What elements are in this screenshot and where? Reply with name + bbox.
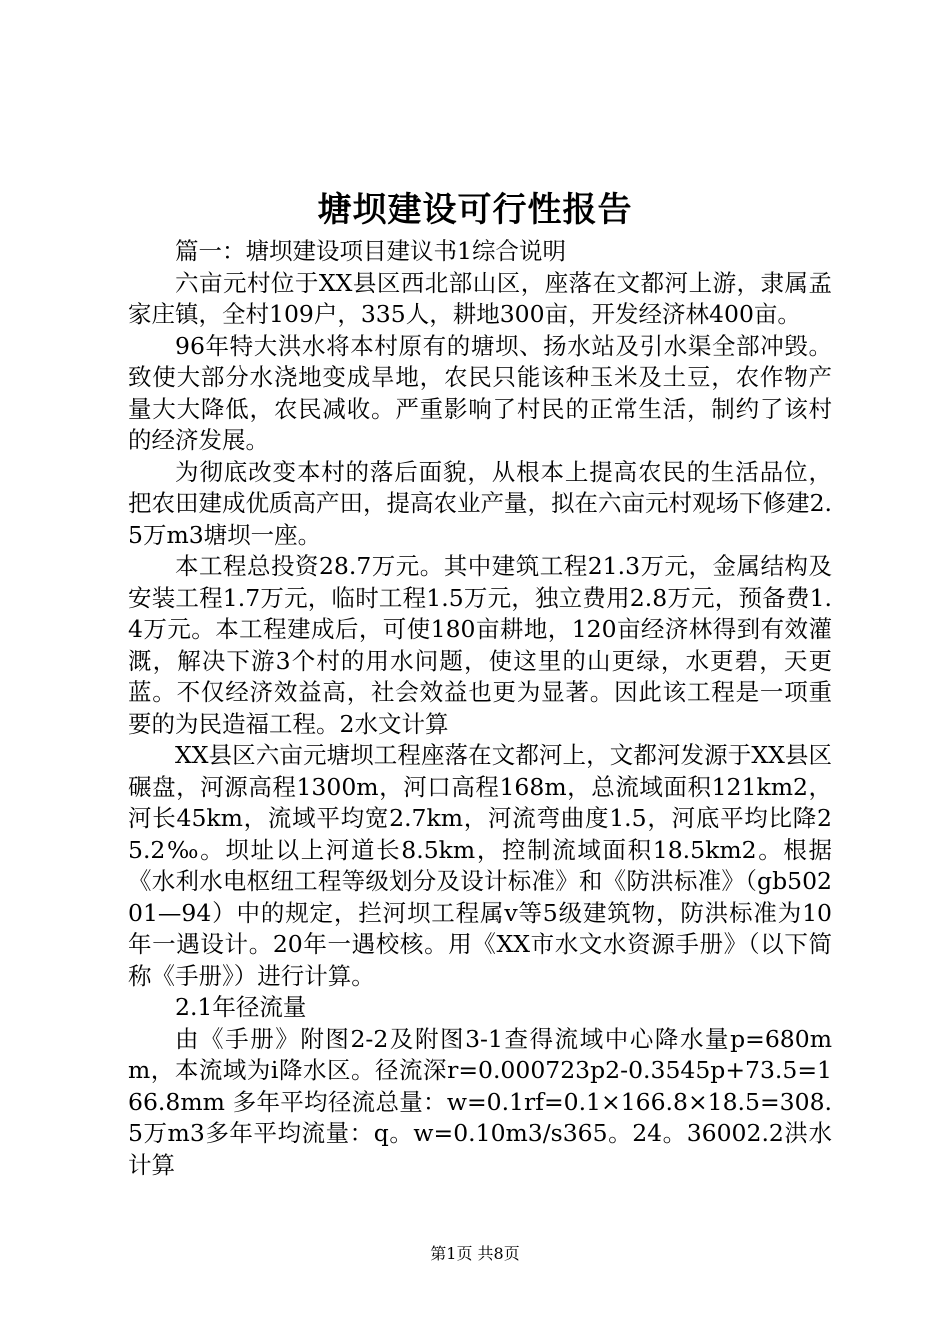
paragraph-construction-plan: 为彻底改变本村的落后面貌，从根本上提高农民的生活品位，把农田建成优质高产田，提高农业产量，拟在六亩元村观场下修建2.5万m3塘坝一座。 [128,457,832,549]
page-footer: 第1页 共8页 [430,1244,520,1263]
paragraph-section-heading: 篇一：塘坝建设项目建议书1综合说明 [175,237,566,265]
paragraph-investment: 本工程总投资28.7万元。其中建筑工程21.3万元，金属结构及安装工程1.7万元，临时工程1.5万元，独立费用2.8万元，预备费1.4万元。本工程建成后，可使180亩耕地，120亩经济林得到有效灌溉，解决下游3个村的用水问题，使这里的山更绿，水更碧，天更蓝。不仅经济效益高，社会效益也更为显著。因此该工程是一项重要的为民造福工程。2水文计算 [128,552,832,738]
paragraph-runoff-calculation: 由《手册》附图2-2及附图3-1查得流域中心降水量p=680mm，本流域为i降水区。径流深r=0.000723p2-0.3545p+73.5=166.8mm 多年平均径流总量：w=0.1rf=0.1×166.8×18.5=308.5万m3多年平均流量：q。w=0.10m3/s365。24。36002.2洪水计算 [128,1024,832,1179]
document-title: 塘坝建设可行性报告 [317,190,633,230]
paragraph-flood-damage: 96年特大洪水将本村原有的塘坝、扬水站及引水渠全部冲毁。致使大部分水浇地变成旱地，农民只能该种玉米及土豆，农作物产量大大降低，农民减收。严重影响了村民的正常生活，制约了该村的经济发展。 [128,331,832,454]
paragraph-hydrology: XX县区六亩元塘坝工程座落在文都河上，文都河发源于XX县区碾盘，河源高程1300m，河口高程168m，总流域面积121km2，河长45km，流域平均宽2.7km，河流弯曲度1.5，河底平均比降25.2‰。坝址以上河道长8.5km，控制流域面积18.5km2。根据《水利水电枢纽工程等级划分及设计标准》和《防洪标准》（gb50201—94）中的规定，拦河坝工程属v等5级建筑物，防洪标准为10年一遇设计。20年一遇校核。用《XX市水文水资源手册》（以下简称《手册》）进行计算。 [128,741,832,990]
paragraph-annual-runoff-heading: 2.1年径流量 [175,993,307,1021]
paragraph-village-overview: 六亩元村位于XX县区西北部山区，座落在文都河上游，隶属孟家庄镇，全村109户，335人，耕地300亩，开发经济林400亩。 [128,268,832,328]
document-body [128,236,832,1181]
